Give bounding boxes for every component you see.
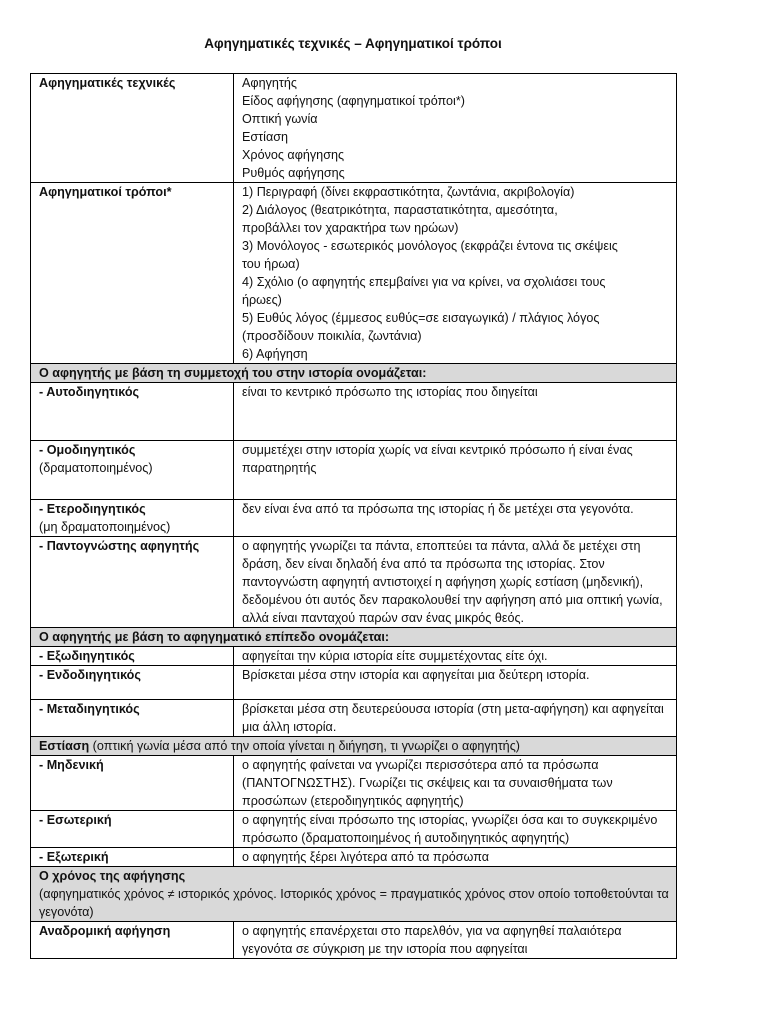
row-content: είναι το κεντρικό πρόσωπο της ιστορίας που διηγείται (234, 383, 677, 441)
section-heading (31, 867, 677, 922)
list-item: του ήρωα) (242, 257, 300, 271)
row-content: ο αφηγητής γνωρίζει τα πάντα, εποπτεύει τα πάντα, αλλά δε μετέχει στη δράση, δεν είναι δηλαδή ένα από τα πρόσωπα της ιστορίας. Στον παντογνώστη αφηγητή αντιστοιχεί η αφήγηση χωρίς εστίαση (μηδενική), δεδομένου ότι αυτός δεν παρακολουθεί την αφήγηση από μια οπτική γωνία, αλλά είναι πανταχού παρών σαν ένας μικρός θεός. (234, 537, 677, 628)
row-label: - Μεταδιηγητικός (31, 700, 234, 737)
row-label: - Εξωτερική (31, 848, 234, 867)
page-title: Αφηγηματικές τεχνικές – Αφηγηματικοί τρόποι (204, 36, 502, 51)
list-item: 2) Διάλογος (θεατρικότητα, παραστατικότητα, αμεσότητα, (242, 203, 558, 217)
term: - Αυτοδιηγητικός (39, 385, 140, 399)
table-row (31, 647, 677, 666)
term: - Παντογνώστης αφηγητής (39, 539, 200, 553)
table-row (31, 922, 677, 959)
row-label: Αναδρομική αφήγηση (31, 922, 234, 959)
list-item: Χρόνος αφήγησης (242, 148, 345, 162)
list-item: 4) Σχόλιο (ο αφηγητής επεμβαίνει για να κρίνει, να σχολιάσει τους (242, 275, 606, 289)
section-heading-row (31, 737, 677, 756)
section-heading-title: Ο χρόνος της αφήγησης (39, 869, 186, 883)
section-heading: Ο αφηγητής με βάση τη συμμετοχή του στην ιστορία ονομάζεται: (31, 364, 677, 383)
list-item: ήρωες) (242, 293, 282, 307)
list-item: Ρυθμός αφήγησης (242, 166, 345, 180)
section-heading-row (31, 364, 677, 383)
section-heading-bold: Εστίαση (39, 739, 90, 753)
row-label (31, 383, 234, 441)
term-note: (μη δραματοποιημένος) (39, 520, 171, 534)
list-item: Αφηγητής (242, 76, 297, 90)
row-content: ο αφηγητής ξέρει λιγότερα από τα πρόσωπα (234, 848, 677, 867)
row-content: ο αφηγητής φαίνεται να γνωρίζει περισσότερα από τα πρόσωπα (ΠΑΝΤΟΓΝΩΣΤΗΣ). Γνωρίζει τις σκέψεις και τα συναισθήματα των προσώπων (ετεροδιηγητικός αφηγητής) (234, 756, 677, 811)
table-row (31, 756, 677, 811)
list-item: 3) Μονόλογος - εσωτερικός μονόλογος (εκφράζει έντονα τις σκέψεις (242, 239, 618, 253)
table-row (31, 383, 677, 441)
table-row (31, 500, 677, 537)
list-item: (προσδίδουν ποικιλία, ζωντάνια) (242, 329, 422, 343)
list-item: προβάλλει τον χαρακτήρα των ηρώων) (242, 221, 459, 235)
row-content: αφηγείται την κύρια ιστορία είτε συμμετέχοντας είτε όχι. (234, 647, 677, 666)
section-heading-note: (αφηγηματικός χρόνος ≠ ιστορικός χρόνος. Ιστορικός χρόνος = πραγματικός χρόνος στον οποίο τοποθετούνται τα γεγονότα) (39, 887, 669, 919)
row-label (31, 537, 234, 628)
row-label: - Εξωδιηγητικός (31, 647, 234, 666)
section-heading-row (31, 628, 677, 647)
table-row (31, 666, 677, 700)
term-note: (δραματοποιημένος) (39, 461, 153, 475)
table-row (31, 183, 677, 364)
table-row (31, 700, 677, 737)
list-item: Εστίαση (242, 130, 289, 144)
table-row (31, 74, 677, 183)
table-row (31, 441, 677, 500)
row-label: - Ενδοδιηγητικός (31, 666, 234, 700)
narrative-techniques-table (30, 73, 677, 959)
row-content: δεν είναι ένα από τα πρόσωπα της ιστορίας ή δε μετέχει στα γεγονότα. (234, 500, 677, 537)
section-heading-note: (οπτική γωνία μέσα από την οποία γίνεται η διήγηση, τι γνωρίζει ο αφηγητής) (89, 739, 520, 753)
row-content (234, 74, 677, 183)
list-item: 5) Ευθύς λόγος (έμμεσος ευθύς=σε εισαγωγικά) / πλάγιος λόγος (242, 311, 600, 325)
row-content (234, 183, 677, 364)
row-label: Αφηγηματικές τεχνικές (31, 74, 234, 183)
row-label (31, 441, 234, 500)
section-heading: Ο αφηγητής με βάση το αφηγηματικό επίπεδο ονομάζεται: (31, 628, 677, 647)
term: - Ετεροδιηγητικός (39, 502, 146, 516)
table-row (31, 811, 677, 848)
term: - Ομοδιηγητικός (39, 443, 136, 457)
row-content: Βρίσκεται μέσα στην ιστορία και αφηγείται μια δεύτερη ιστορία. (234, 666, 677, 700)
row-label (31, 500, 234, 537)
row-content: ο αφηγητής επανέρχεται στο παρελθόν, για να αφηγηθεί παλαιότερα γεγονότα σε σύγκριση με την ιστορία που αφηγείται (234, 922, 677, 959)
table-row (31, 537, 677, 628)
row-label: Αφηγηματικοί τρόποι* (31, 183, 234, 364)
section-heading (31, 737, 677, 756)
list-item: Οπτική γωνία (242, 112, 318, 126)
list-item: 6) Αφήγηση (242, 347, 308, 361)
list-item: 1) Περιγραφή (δίνει εκφραστικότητα, ζωντάνια, ακριβολογία) (242, 185, 575, 199)
list-item: Είδος αφήγησης (αφηγηματικοί τρόποι*) (242, 94, 465, 108)
row-content: συμμετέχει στην ιστορία χωρίς να είναι κεντρικό πρόσωπο ή είναι ένας παρατηρητής (234, 441, 677, 500)
section-heading-row (31, 867, 677, 922)
row-content: βρίσκεται μέσα στη δευτερεύουσα ιστορία (στη μετα-αφήγηση) και αφηγείται μια άλλη ιστορία. (234, 700, 677, 737)
row-label: - Μηδενική (31, 756, 234, 811)
row-label: - Εσωτερική (31, 811, 234, 848)
table-row (31, 848, 677, 867)
row-content: ο αφηγητής είναι πρόσωπο της ιστορίας, γνωρίζει όσα και το συγκεκριμένο πρόσωπο (δραματοποιημένος ή αυτοδιηγητικός αφηγητής) (234, 811, 677, 848)
